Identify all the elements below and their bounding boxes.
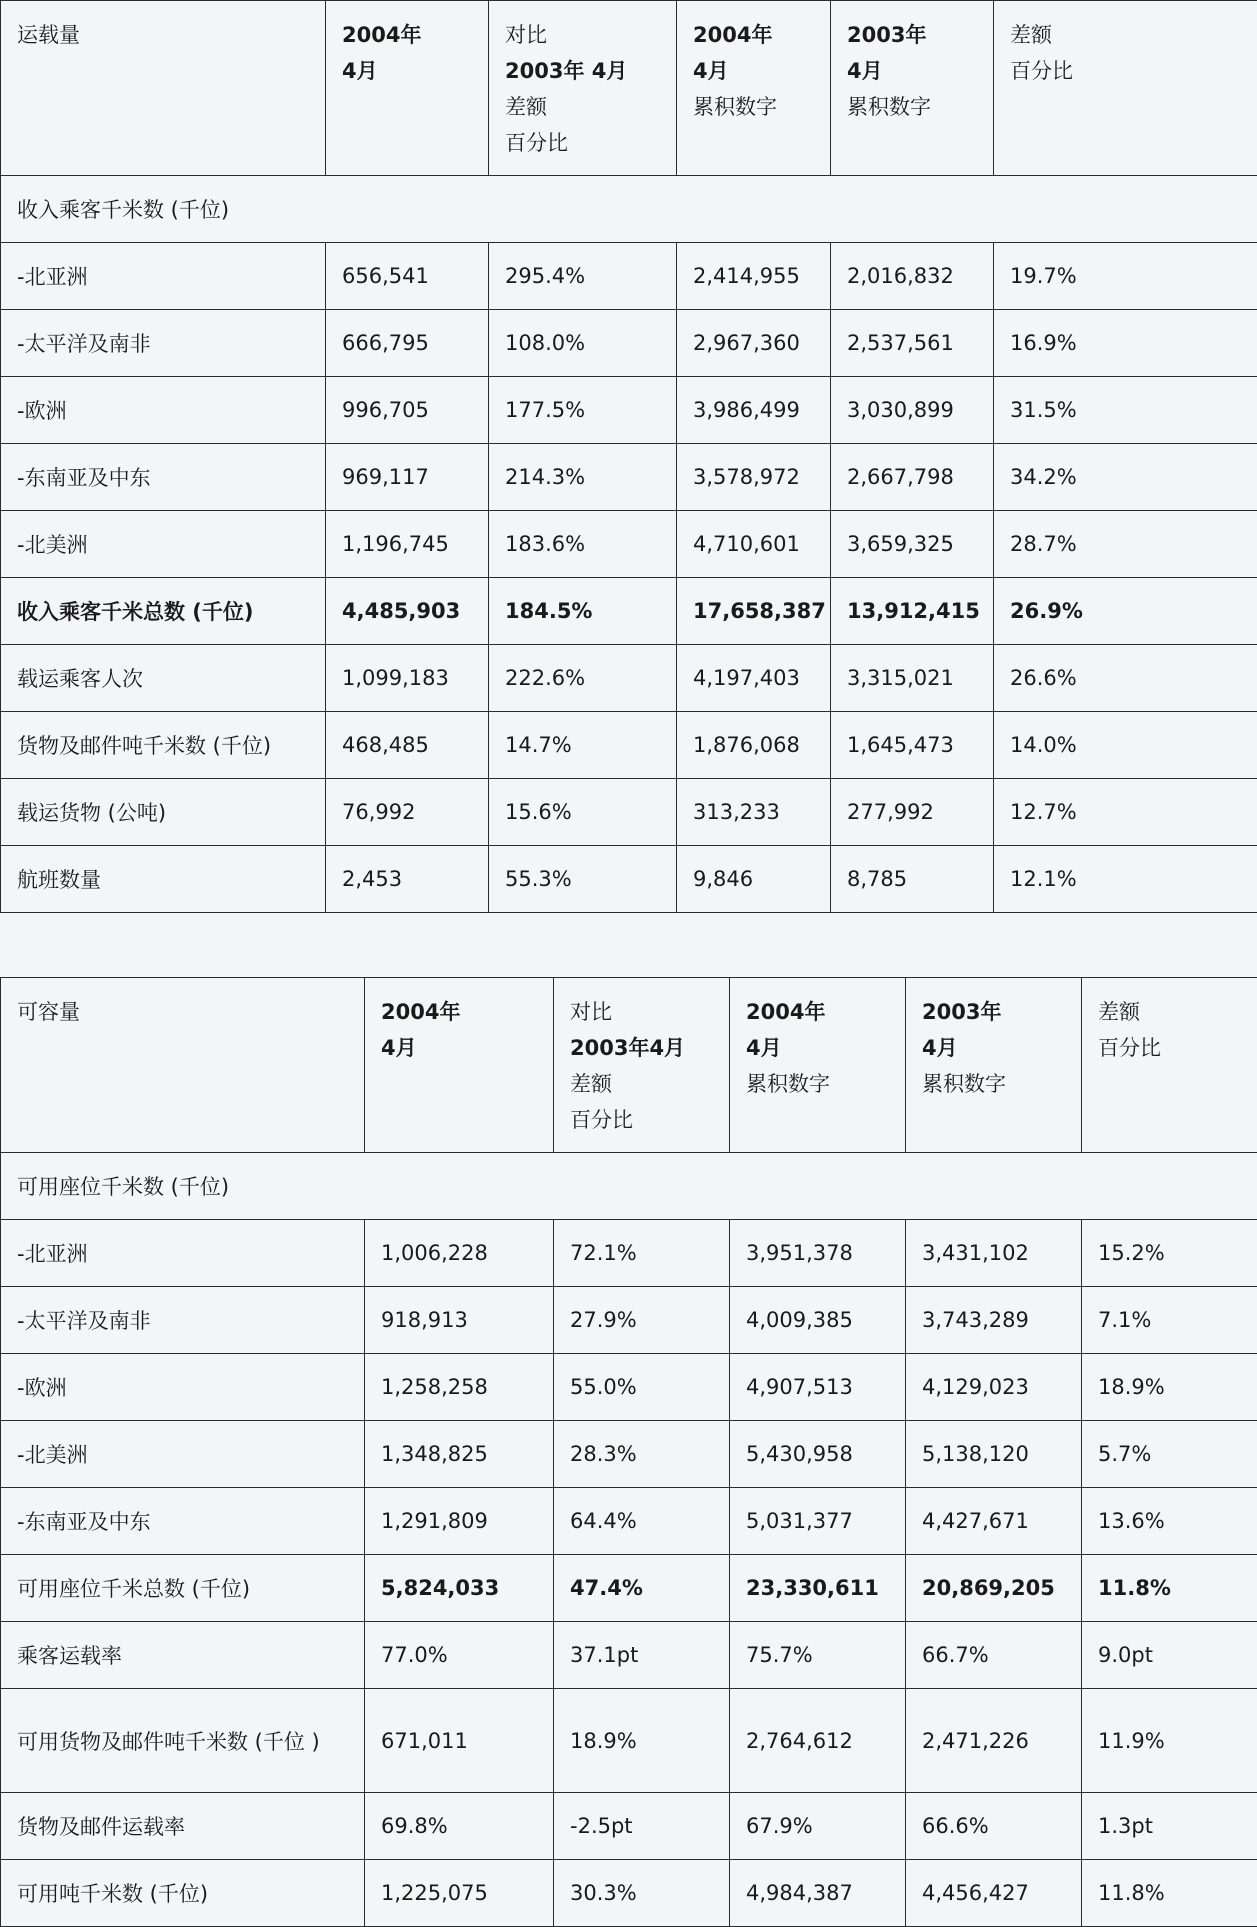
header-cell: 2004年 4月 累积数字 [730,978,906,1153]
data-cell: 2,414,955 [677,243,831,310]
data-cell: 3,431,102 [906,1220,1082,1287]
data-cell: 3,578,972 [677,444,831,511]
row-label: 可用座位千米总数 (千位) [1,1555,365,1622]
data-cell: 666,795 [326,310,489,377]
data-cell: 1,006,228 [365,1220,554,1287]
data-cell: 1.3pt [1082,1793,1257,1860]
data-cell: 11.8% [1082,1555,1257,1622]
data-cell: 16.9% [994,310,1257,377]
data-cell: 5,430,958 [730,1421,906,1488]
data-cell: 8,785 [831,846,994,913]
row-label: 可用吨千米数 (千位) [1,1860,365,1927]
header-cell: 运载量 [1,1,326,176]
row-label: 收入乘客千米总数 (千位) [1,578,326,645]
data-cell: 20,869,205 [906,1555,1082,1622]
data-cell: 214.3% [489,444,677,511]
data-cell: 69.8% [365,1793,554,1860]
data-cell: 28.7% [994,511,1257,578]
table-row [1,779,1257,846]
section-row [1,176,1257,243]
data-cell: 19.7% [994,243,1257,310]
data-cell: 1,291,809 [365,1488,554,1555]
data-cell: 13,912,415 [831,578,994,645]
row-label: -北亚洲 [1,1220,365,1287]
data-cell: 4,456,427 [906,1860,1082,1927]
data-cell: 468,485 [326,712,489,779]
data-cell: 5,138,120 [906,1421,1082,1488]
row-label: 乘客运载率 [1,1622,365,1689]
header-cell: 对比 2003年 4月 差额 百分比 [489,1,677,176]
header-cell: 2004年 4月 [365,978,554,1153]
data-cell: 28.3% [554,1421,730,1488]
data-cell: 277,992 [831,779,994,846]
data-cell: 1,348,825 [365,1421,554,1488]
data-cell: 18.9% [554,1689,730,1793]
data-cell: 55.0% [554,1354,730,1421]
row-label: -东南亚及中东 [1,1488,365,1555]
table-row [1,1488,1257,1555]
data-cell: 76,992 [326,779,489,846]
data-cell: 3,659,325 [831,511,994,578]
table-row [1,645,1257,712]
data-cell: 23,330,611 [730,1555,906,1622]
header-cell: 差额 百分比 [1082,978,1257,1153]
capacity-table [0,977,1257,1927]
header-cell: 差额 百分比 [994,1,1257,176]
row-label: 可用货物及邮件吨千米数 (千位 ) [1,1689,365,1793]
data-cell: 11.8% [1082,1860,1257,1927]
data-cell: 9.0pt [1082,1622,1257,1689]
data-cell: 5,824,033 [365,1555,554,1622]
data-cell: 67.9% [730,1793,906,1860]
data-cell: 4,129,023 [906,1354,1082,1421]
data-cell: 1,258,258 [365,1354,554,1421]
data-cell: 15.6% [489,779,677,846]
section-row [1,1153,1257,1220]
section-label: 可用座位千米数 (千位) [1,1153,1257,1220]
section-label: 收入乘客千米数 (千位) [1,176,1257,243]
row-label: 货物及邮件吨千米数 (千位) [1,712,326,779]
data-cell: 4,427,671 [906,1488,1082,1555]
table-row [1,1421,1257,1488]
traffic-header-row [1,1,1257,176]
header-cell: 2004年 4月 累积数字 [677,1,831,176]
table-row [1,1689,1257,1793]
data-cell: 313,233 [677,779,831,846]
data-cell: 2,764,612 [730,1689,906,1793]
header-cell: 2003年 4月 累积数字 [906,978,1082,1153]
data-cell: 996,705 [326,377,489,444]
header-cell: 2003年 4月 累积数字 [831,1,994,176]
data-cell: 2,016,832 [831,243,994,310]
data-cell: 26.9% [994,578,1257,645]
data-cell: 66.6% [906,1793,1082,1860]
data-cell: 26.6% [994,645,1257,712]
data-cell: 12.7% [994,779,1257,846]
row-label: 载运货物 (公吨) [1,779,326,846]
data-cell: 27.9% [554,1287,730,1354]
data-cell: 2,537,561 [831,310,994,377]
data-cell: 2,471,226 [906,1689,1082,1793]
data-cell: 12.1% [994,846,1257,913]
data-cell: 55.3% [489,846,677,913]
data-cell: 17,658,387 [677,578,831,645]
traffic-table [0,0,1257,913]
data-cell: 1,099,183 [326,645,489,712]
data-cell: 3,951,378 [730,1220,906,1287]
table-row [1,243,1257,310]
data-cell: 1,645,473 [831,712,994,779]
data-cell: 1,225,075 [365,1860,554,1927]
capacity-header-row [1,978,1257,1153]
data-cell: 4,009,385 [730,1287,906,1354]
data-cell: 4,197,403 [677,645,831,712]
data-cell: 183.6% [489,511,677,578]
data-cell: 2,667,798 [831,444,994,511]
data-cell: 4,907,513 [730,1354,906,1421]
table-row [1,377,1257,444]
data-cell: 14.0% [994,712,1257,779]
data-cell: 75.7% [730,1622,906,1689]
data-cell: 2,967,360 [677,310,831,377]
data-cell: 4,485,903 [326,578,489,645]
data-cell: 30.3% [554,1860,730,1927]
data-cell: 108.0% [489,310,677,377]
table-row [1,846,1257,913]
data-cell: 34.2% [994,444,1257,511]
data-cell: 47.4% [554,1555,730,1622]
table-row [1,1622,1257,1689]
data-cell: 15.2% [1082,1220,1257,1287]
table-row [1,712,1257,779]
table-row [1,1555,1257,1622]
row-label: -北美洲 [1,1421,365,1488]
data-cell: 295.4% [489,243,677,310]
data-cell: 3,030,899 [831,377,994,444]
data-cell: 4,710,601 [677,511,831,578]
data-cell: 5,031,377 [730,1488,906,1555]
table-row [1,1860,1257,1927]
data-cell: 77.0% [365,1622,554,1689]
row-label: -东南亚及中东 [1,444,326,511]
table-row [1,1220,1257,1287]
row-label: -北美洲 [1,511,326,578]
data-cell: 64.4% [554,1488,730,1555]
data-cell: 671,011 [365,1689,554,1793]
data-cell: 66.7% [906,1622,1082,1689]
data-cell: 2,453 [326,846,489,913]
table-row [1,310,1257,377]
row-label: -太平洋及南非 [1,310,326,377]
row-label: -欧洲 [1,1354,365,1421]
data-cell: 969,117 [326,444,489,511]
row-label: -太平洋及南非 [1,1287,365,1354]
data-cell: 72.1% [554,1220,730,1287]
table-row [1,578,1257,645]
row-label: -北亚洲 [1,243,326,310]
table-row [1,1354,1257,1421]
data-cell: 7.1% [1082,1287,1257,1354]
data-cell: 37.1pt [554,1622,730,1689]
data-cell: 31.5% [994,377,1257,444]
data-cell: 656,541 [326,243,489,310]
table-row [1,1287,1257,1354]
row-label: 航班数量 [1,846,326,913]
data-cell: 918,913 [365,1287,554,1354]
table-row [1,444,1257,511]
data-cell: 222.6% [489,645,677,712]
header-cell: 2004年 4月 [326,1,489,176]
row-label: -欧洲 [1,377,326,444]
data-cell: 18.9% [1082,1354,1257,1421]
data-cell: 9,846 [677,846,831,913]
data-cell: 3,743,289 [906,1287,1082,1354]
data-cell: -2.5pt [554,1793,730,1860]
data-cell: 3,315,021 [831,645,994,712]
table-row [1,1793,1257,1860]
table-row [1,511,1257,578]
data-cell: 1,196,745 [326,511,489,578]
data-cell: 5.7% [1082,1421,1257,1488]
data-cell: 4,984,387 [730,1860,906,1927]
row-label: 货物及邮件运载率 [1,1793,365,1860]
header-cell: 对比 2003年4月 差额 百分比 [554,978,730,1153]
table-gap [0,913,1257,977]
data-cell: 3,986,499 [677,377,831,444]
data-cell: 11.9% [1082,1689,1257,1793]
data-cell: 184.5% [489,578,677,645]
data-cell: 1,876,068 [677,712,831,779]
header-cell: 可容量 [1,978,365,1153]
row-label: 载运乘客人次 [1,645,326,712]
data-cell: 14.7% [489,712,677,779]
data-cell: 13.6% [1082,1488,1257,1555]
data-cell: 177.5% [489,377,677,444]
